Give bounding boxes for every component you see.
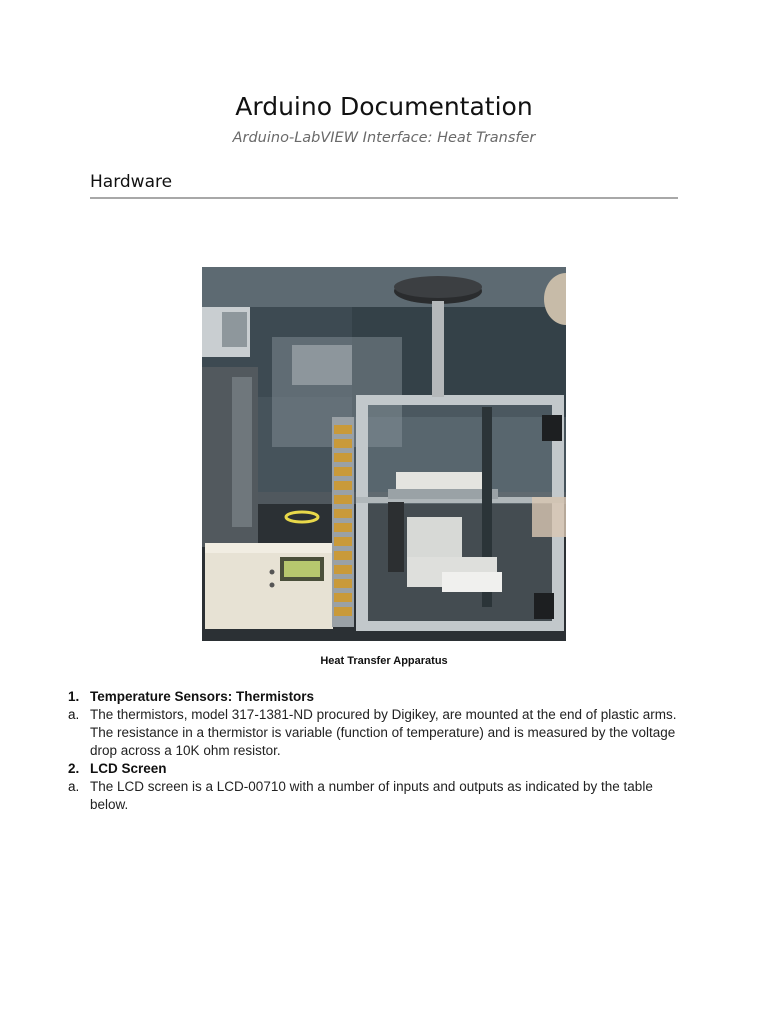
- document-title: Arduino Documentation: [235, 92, 533, 121]
- document-subtitle: Arduino-LabVIEW Interface: Heat Transfer: [232, 130, 536, 146]
- item-number: 1.: [68, 689, 80, 704]
- hardware-list: [68, 688, 678, 814]
- heading-rule: [90, 197, 678, 199]
- subitem-letter: a.: [68, 707, 80, 722]
- item-number: 2.: [68, 761, 80, 776]
- list-item: [68, 688, 678, 706]
- apparatus-photo: [202, 267, 566, 641]
- list-subitem: [68, 706, 678, 760]
- subitem-letter: a.: [68, 779, 80, 794]
- section-heading-hardware: Hardware: [90, 172, 173, 192]
- item-title: Temperature Sensors: Thermistors: [90, 689, 315, 704]
- list-subitem: [68, 778, 678, 814]
- apparatus-illustration: [202, 267, 566, 641]
- list-item: [68, 760, 678, 778]
- item-title: LCD Screen: [90, 761, 167, 776]
- subitem-text: The thermistors, model 317-1381-ND procured by Digikey, are mounted at the end of plastic arms. The resistance in a thermistor is variable (function of temperature) and is measured by the voltage drop across a 10K ohm resistor.: [90, 707, 677, 758]
- figure-caption: Heat Transfer Apparatus: [320, 655, 448, 667]
- subitem-text: The LCD screen is a LCD-00710 with a number of inputs and outputs as indicated by the table below.: [90, 779, 653, 812]
